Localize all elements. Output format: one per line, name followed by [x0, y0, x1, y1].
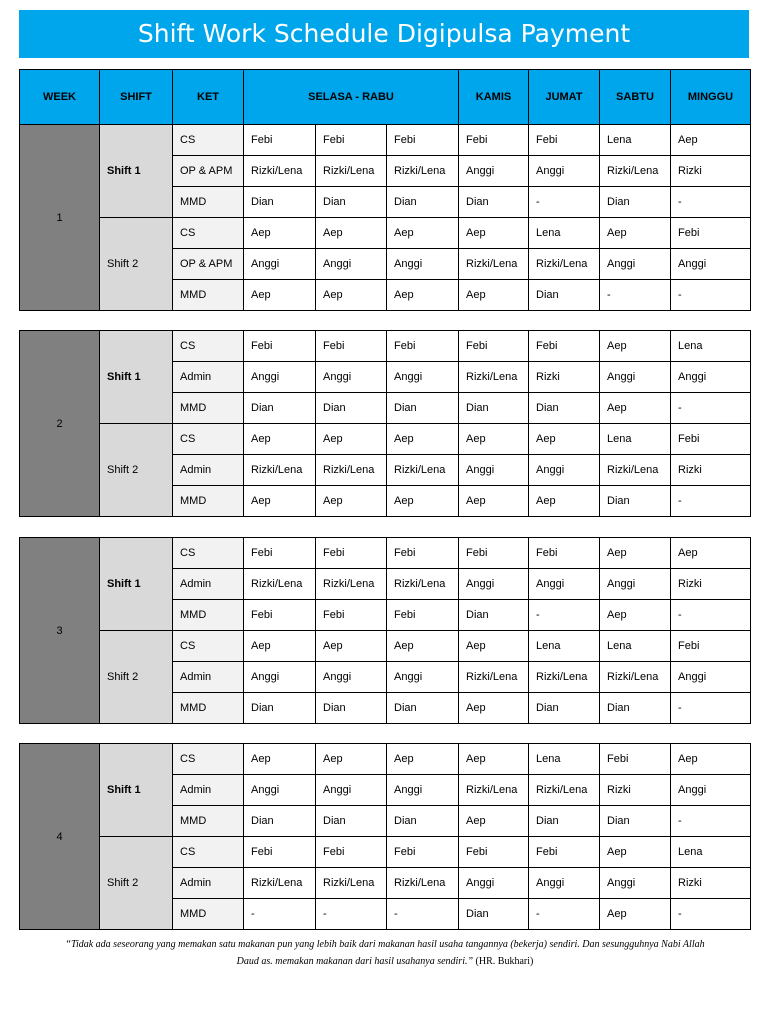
ket-label: CS [173, 837, 244, 868]
ket-label: MMD [173, 280, 244, 311]
table-row [20, 744, 751, 775]
week-label: 1 [20, 125, 100, 311]
schedule-cell: Aep [316, 218, 387, 249]
schedule-cell: Febi [316, 331, 387, 362]
schedule-header [19, 69, 751, 125]
ket-label: MMD [173, 806, 244, 837]
schedule-cell: Rizki/Lena [529, 662, 600, 693]
schedule-cell: Anggi [600, 249, 671, 280]
schedule-cell: Rizki/Lena [387, 455, 459, 486]
schedule-cell: Febi [459, 538, 529, 569]
schedule-cell: Dian [600, 187, 671, 218]
schedule-cell: Rizki/Lena [459, 362, 529, 393]
schedule-cell: Anggi [529, 569, 600, 600]
schedule-cell: Aep [244, 218, 316, 249]
schedule-cell: Anggi [459, 569, 529, 600]
schedule-cell: Aep [387, 424, 459, 455]
schedule-cell: Rizki [671, 156, 751, 187]
schedule-cell: Aep [600, 899, 671, 930]
schedule-cell: Rizki/Lena [459, 775, 529, 806]
schedule-cell: Dian [387, 806, 459, 837]
schedule-cell: Dian [244, 187, 316, 218]
schedule-cell: Aep [387, 486, 459, 517]
shift-label: Shift 2 [100, 218, 173, 311]
schedule-cell: Aep [244, 280, 316, 311]
schedule-cell: Aep [671, 125, 751, 156]
schedule-cell: Febi [316, 538, 387, 569]
schedule-cell: - [529, 600, 600, 631]
schedule-cell: Febi [387, 538, 459, 569]
ket-label: CS [173, 538, 244, 569]
schedule-cell: Rizki [529, 362, 600, 393]
schedule-cell: Anggi [671, 662, 751, 693]
schedule-cell: Anggi [671, 775, 751, 806]
header-week: WEEK [20, 70, 100, 125]
ket-label: MMD [173, 393, 244, 424]
schedule-cell: Febi [529, 331, 600, 362]
schedule-cell: Aep [600, 600, 671, 631]
schedule-cell: Dian [316, 693, 387, 724]
week-table [19, 537, 751, 724]
schedule-cell: Aep [671, 744, 751, 775]
schedule-cell: Aep [244, 424, 316, 455]
schedule-cell: Rizki/Lena [529, 775, 600, 806]
schedule-cell: Lena [529, 744, 600, 775]
schedule-cell: Anggi [671, 249, 751, 280]
week-label: 2 [20, 331, 100, 517]
schedule-cell: Febi [529, 837, 600, 868]
page-title: Shift Work Schedule Digipulsa Payment [19, 10, 749, 58]
schedule-cell: Dian [316, 393, 387, 424]
schedule-cell: Rizki/Lena [600, 662, 671, 693]
schedule-cell: Dian [529, 393, 600, 424]
schedule-cell: Anggi [600, 868, 671, 899]
schedule-cell: Febi [316, 125, 387, 156]
schedule-cell: Rizki/Lena [316, 868, 387, 899]
schedule-cell: Aep [244, 631, 316, 662]
schedule-cell: Dian [529, 806, 600, 837]
schedule-cell: Anggi [600, 569, 671, 600]
schedule-cell: Febi [244, 600, 316, 631]
week-table [19, 743, 751, 930]
table-row [20, 538, 751, 569]
schedule-cell: - [671, 600, 751, 631]
schedule-cell: Febi [529, 125, 600, 156]
schedule-cell: Aep [387, 218, 459, 249]
schedule-cell: Febi [316, 837, 387, 868]
schedule-cell: - [671, 393, 751, 424]
schedule-cell: Febi [459, 331, 529, 362]
schedule-cell: Anggi [529, 868, 600, 899]
schedule-cell: Aep [459, 744, 529, 775]
schedule-cell: Febi [459, 837, 529, 868]
schedule-cell: Aep [600, 538, 671, 569]
schedule-cell: Rizki/Lena [529, 249, 600, 280]
ket-label: Admin [173, 569, 244, 600]
schedule-cell: Febi [244, 125, 316, 156]
schedule-cell: Rizki/Lena [387, 868, 459, 899]
schedule-cell: Anggi [316, 775, 387, 806]
schedule-cell: Lena [529, 218, 600, 249]
schedule-cell: Rizki/Lena [459, 662, 529, 693]
schedule-cell: Anggi [459, 868, 529, 899]
ket-label: MMD [173, 693, 244, 724]
schedule-cell: Febi [387, 837, 459, 868]
schedule-cell: Aep [600, 393, 671, 424]
ket-label: CS [173, 744, 244, 775]
header-sabtu: SABTU [600, 70, 671, 125]
table-row [20, 331, 751, 362]
table-row [20, 218, 751, 249]
table-row [20, 125, 751, 156]
schedule-cell: Anggi [671, 362, 751, 393]
schedule-cell: - [244, 899, 316, 930]
schedule-cell: Dian [387, 187, 459, 218]
quote-text: “Tidak ada seseorang yang memakan satu makanan pun yang lebih baik dari makanan hasil usaha tangannya (bekerja) sendiri. Dan sesungguhnya Nabi Allah Daud as. memakan makanan dari hasil usahanya sendiri.” [65, 939, 705, 967]
ket-label: Admin [173, 775, 244, 806]
schedule-cell: Lena [600, 631, 671, 662]
schedule-cell: - [387, 899, 459, 930]
schedule-cell: - [600, 280, 671, 311]
schedule-cell: - [671, 806, 751, 837]
schedule-cell: Dian [600, 693, 671, 724]
schedule-cell: Anggi [244, 249, 316, 280]
ket-label: OP & APM [173, 249, 244, 280]
week-table [19, 124, 751, 311]
week-label: 4 [20, 744, 100, 930]
schedule-cell: Rizki [671, 455, 751, 486]
schedule-cell: Rizki [671, 868, 751, 899]
week-table [19, 330, 751, 517]
schedule-cell: Dian [459, 899, 529, 930]
schedule-cell: Febi [671, 424, 751, 455]
ket-label: CS [173, 125, 244, 156]
schedule-cell: Febi [244, 331, 316, 362]
schedule-cell: Rizki/Lena [387, 156, 459, 187]
header-jumat: JUMAT [529, 70, 600, 125]
schedule-cell: Febi [387, 125, 459, 156]
schedule-cell: Rizki/Lena [244, 569, 316, 600]
schedule-cell: Aep [459, 280, 529, 311]
schedule-cell: Dian [459, 600, 529, 631]
schedule-cell: Anggi [459, 156, 529, 187]
ket-label: OP & APM [173, 156, 244, 187]
schedule-cell: Anggi [316, 362, 387, 393]
shift-label: Shift 2 [100, 424, 173, 517]
schedule-cell: Aep [600, 218, 671, 249]
schedule-cell: Anggi [529, 156, 600, 187]
header-selasa-rabu: SELASA - RABU [244, 70, 459, 125]
schedule-cell: Aep [600, 837, 671, 868]
schedule-cell: Anggi [244, 775, 316, 806]
schedule-cell: Aep [459, 424, 529, 455]
shift-label: Shift 1 [100, 744, 173, 837]
schedule-cell: Anggi [529, 455, 600, 486]
schedule-cell: Dian [387, 393, 459, 424]
schedule-cell: Aep [316, 744, 387, 775]
schedule-cell: Anggi [244, 362, 316, 393]
schedule-cell: Lena [671, 331, 751, 362]
shift-label: Shift 2 [100, 837, 173, 930]
table-row [20, 631, 751, 662]
schedule-cell: Dian [529, 280, 600, 311]
schedule-cell: Dian [244, 693, 316, 724]
ket-label: Admin [173, 362, 244, 393]
schedule-cell: Febi [671, 218, 751, 249]
schedule-cell: Aep [459, 218, 529, 249]
schedule-cell: Rizki/Lena [600, 156, 671, 187]
schedule-cell: Anggi [387, 362, 459, 393]
schedule-cell: Febi [529, 538, 600, 569]
quote-source: (HR. Bukhari) [475, 956, 534, 967]
ket-label: MMD [173, 187, 244, 218]
ket-label: CS [173, 218, 244, 249]
schedule-cell: Rizki/Lena [600, 455, 671, 486]
schedule-cell: Rizki [671, 569, 751, 600]
schedule-cell: Febi [316, 600, 387, 631]
shift-label: Shift 1 [100, 331, 173, 424]
schedule-cell: Dian [529, 693, 600, 724]
table-row [20, 424, 751, 455]
schedule-cell: Febi [244, 538, 316, 569]
schedule-cell: Aep [387, 280, 459, 311]
table-row [20, 837, 751, 868]
schedule-cell: Dian [316, 187, 387, 218]
schedule-cell: Aep [316, 486, 387, 517]
schedule-cell: Aep [316, 280, 387, 311]
shift-label: Shift 1 [100, 125, 173, 218]
schedule-cell: Febi [387, 331, 459, 362]
schedule-cell: - [529, 187, 600, 218]
schedule-cell: Aep [671, 538, 751, 569]
schedule-cell: Lena [529, 631, 600, 662]
schedule-cell: - [671, 899, 751, 930]
schedule-cell: Dian [244, 393, 316, 424]
schedule-cell: Aep [316, 424, 387, 455]
schedule-cell: Aep [600, 331, 671, 362]
schedule-cell: Febi [600, 744, 671, 775]
schedule-cell: Rizki/Lena [316, 569, 387, 600]
ket-label: CS [173, 424, 244, 455]
schedule-cell: Aep [387, 631, 459, 662]
ket-label: Admin [173, 868, 244, 899]
schedule-cell: Febi [671, 631, 751, 662]
shift-label: Shift 2 [100, 631, 173, 724]
schedule-cell: - [529, 899, 600, 930]
schedule-cell: Febi [244, 837, 316, 868]
schedule-cell: Aep [316, 631, 387, 662]
schedule-cell: Anggi [387, 249, 459, 280]
schedule-cell: Lena [600, 424, 671, 455]
shift-label: Shift 1 [100, 538, 173, 631]
ket-label: CS [173, 331, 244, 362]
schedule-cell: Aep [459, 631, 529, 662]
schedule-cell: Rizki [600, 775, 671, 806]
week-label: 3 [20, 538, 100, 724]
schedule-cell: Aep [459, 693, 529, 724]
schedule-cell: Aep [459, 806, 529, 837]
schedule-cell: Anggi [316, 249, 387, 280]
schedule-cell: Aep [244, 486, 316, 517]
schedule-cell: Dian [387, 693, 459, 724]
schedule-cell: Dian [459, 187, 529, 218]
schedule-cell: Dian [459, 393, 529, 424]
ket-label: Admin [173, 662, 244, 693]
schedule-cell: Anggi [387, 662, 459, 693]
ket-label: MMD [173, 899, 244, 930]
ket-label: Admin [173, 455, 244, 486]
schedule-cell: - [316, 899, 387, 930]
ket-label: MMD [173, 600, 244, 631]
schedule-cell: Anggi [387, 775, 459, 806]
schedule-cell: Aep [244, 744, 316, 775]
schedule-cell: Rizki/Lena [387, 569, 459, 600]
schedule-cell: Aep [387, 744, 459, 775]
header-kamis: KAMIS [459, 70, 529, 125]
schedule-cell: Dian [244, 806, 316, 837]
schedule-cell: Aep [529, 424, 600, 455]
schedule-cell: Lena [600, 125, 671, 156]
schedule-cell: Febi [387, 600, 459, 631]
schedule-cell: Dian [600, 806, 671, 837]
schedule-cell: Aep [459, 486, 529, 517]
quote [60, 936, 710, 970]
schedule-cell: Anggi [316, 662, 387, 693]
schedule-cell: Dian [600, 486, 671, 517]
schedule-cell: Anggi [244, 662, 316, 693]
schedule-cell: Febi [459, 125, 529, 156]
ket-label: CS [173, 631, 244, 662]
schedule-cell: - [671, 187, 751, 218]
header-minggu: MINGGU [671, 70, 751, 125]
schedule-cell: Rizki/Lena [244, 868, 316, 899]
ket-label: MMD [173, 486, 244, 517]
schedule-cell: Rizki/Lena [459, 249, 529, 280]
schedule-cell: Dian [316, 806, 387, 837]
schedule-cell: - [671, 280, 751, 311]
header-ket: KET [173, 70, 244, 125]
schedule-cell: Rizki/Lena [316, 156, 387, 187]
schedule-cell: Rizki/Lena [244, 455, 316, 486]
schedule-cell: Anggi [459, 455, 529, 486]
schedule-cell: Rizki/Lena [316, 455, 387, 486]
schedule-cell: Aep [529, 486, 600, 517]
schedule-cell: Lena [671, 837, 751, 868]
header-shift: SHIFT [100, 70, 173, 125]
schedule-cell: Anggi [600, 362, 671, 393]
schedule-cell: - [671, 693, 751, 724]
schedule-cell: - [671, 486, 751, 517]
schedule-cell: Rizki/Lena [244, 156, 316, 187]
